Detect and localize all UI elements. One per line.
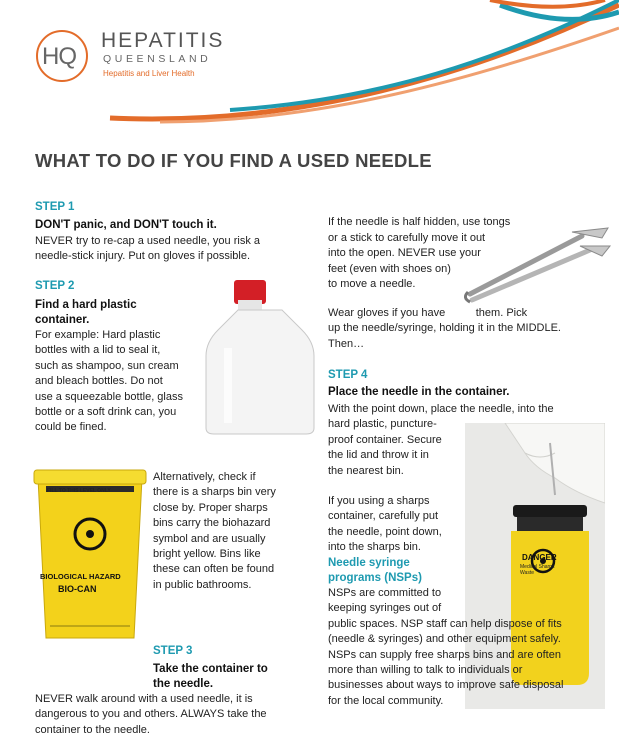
brand-name: HEPATITIS [101, 29, 225, 52]
sharps-container-line: the needle, point down, [328, 525, 442, 538]
tongs-image [462, 222, 612, 304]
gloves-text [328, 306, 561, 352]
step3-heading-line: the needle. [153, 678, 214, 690]
nsp-heading-line: Needle syringe [328, 557, 410, 569]
step1-heading: DON'T panic, and DON'T touch it. [35, 219, 217, 231]
header-swoosh [0, 0, 619, 140]
step3-heading [153, 662, 268, 692]
step4-line: With the point down, place the needle, into the [328, 403, 554, 415]
tongs-line: feet (even with shoes on) [328, 262, 451, 275]
nsp-line: (needle & syringes) and other equipment safely. [328, 633, 561, 646]
gloves-line: Then… [328, 337, 365, 350]
sharps-line: close by. Proper sharps [153, 501, 268, 514]
tongs-line: If the needle is half hidden, use tongs [328, 216, 511, 228]
step4-line: the nearest bin. [328, 464, 404, 477]
sharps-line: Alternatively, check if [153, 471, 256, 483]
step1-line: needle-stick injury. Put on gloves if possible. [35, 250, 251, 263]
step2-line: and bleach bottles. Do not [35, 375, 163, 388]
sharps-line: in public bathrooms. [153, 578, 252, 591]
step3-heading-line: Take the container to [153, 663, 268, 675]
brand-region: QUEENSLAND [103, 53, 212, 65]
step2-line: bottle or a soft drink can, you [35, 406, 177, 419]
step2-label: STEP 2 [35, 280, 75, 292]
nsp-text [328, 586, 563, 709]
step2-heading-line: Find a hard plastic [35, 299, 137, 311]
jar-label-waste: Medical Sharps Waste [520, 564, 555, 576]
step4-heading: Place the needle in the container. [328, 386, 510, 398]
nsp-line: NSPs are committed to [328, 587, 442, 599]
sharps-container-line: If you using a sharps [328, 495, 430, 507]
step4-label: STEP 4 [328, 369, 368, 381]
step4-line: proof container. Secure [328, 433, 442, 446]
plastic-bottle-image [198, 278, 322, 436]
nsp-line: businesses about ways to improve safe disposal [328, 679, 564, 692]
nsp-line: more than willing to talk to individuals or [328, 664, 523, 677]
nsp-heading-line: programs (NSPs) [328, 572, 422, 584]
nsp-line: keeping syringes out of [328, 602, 442, 615]
step2-line: could be fined. [35, 421, 107, 434]
step2-line: For example: Hard plastic [35, 329, 161, 341]
step1-label: STEP 1 [35, 201, 75, 213]
bin-label-hazard: BIOLOGICAL HAZARD [40, 572, 121, 581]
tongs-line: to move a needle. [328, 278, 416, 291]
logo-mark: HQ [42, 43, 76, 70]
step3-line: dangerous to you and others. ALWAYS take the [35, 708, 267, 721]
sharps-line: these can often be found [153, 563, 275, 576]
step3-line: NEVER walk around with a used needle, it is [35, 693, 253, 705]
step3-text [35, 692, 267, 738]
step1-line: NEVER try to re-cap a used needle, you risk a [35, 235, 260, 247]
step4-line: the lid and throw it in [328, 449, 429, 462]
sharps-line: bright yellow. Bins like [153, 548, 261, 561]
step2-heading-line: container. [35, 314, 90, 326]
gloves-line: up the needle/syringe, holding it in the MIDDLE. [328, 322, 561, 335]
nsp-line: public spaces. NSP staff can help dispose of fits [328, 617, 562, 630]
step4-line: hard plastic, puncture- [328, 418, 437, 431]
step2-line: use a squeezable bottle, glass [35, 390, 183, 403]
step2-line: such as shampoo, sun cream [35, 359, 179, 372]
nsp-line: for the local community. [328, 694, 444, 707]
step3-label: STEP 3 [153, 645, 193, 657]
tongs-line: or a stick to carefully move it out [328, 231, 486, 244]
step2-heading [35, 298, 137, 328]
sharps-container-text [328, 494, 442, 556]
sharps-container-line: into the sharps bin. [328, 541, 421, 554]
sharps-line: there is a sharps bin very [153, 486, 276, 499]
page-title: WHAT TO DO IF YOU FIND A USED NEEDLE [35, 150, 432, 171]
nsp-heading [328, 556, 422, 586]
sharps-line: bins carry the biohazard [153, 517, 271, 530]
step1-text [35, 234, 260, 265]
sharps-container-line: container, carefully put [328, 510, 439, 523]
bin-fill-label: FILL TO THIS LEVEL ONLY [47, 488, 111, 494]
bin-label-brand: BIO-CAN [58, 584, 97, 594]
jar-label-danger: DANGER [522, 553, 557, 562]
sharps-bin-text [153, 470, 276, 593]
step2-line: bottles with a lid to seal it, [35, 344, 161, 357]
nsp-line: NSPs can supply free sharps bins and are often [328, 648, 561, 661]
sharps-line: symbol and are usually [153, 532, 266, 545]
step2-text [35, 328, 183, 436]
tongs-line: into the open. NEVER use your [328, 247, 481, 260]
gloves-line: Wear gloves if you have them. Pick [328, 307, 528, 319]
step3-line: container to the needle. [35, 723, 150, 736]
brand-tagline: Hepatitis and Liver Health [103, 69, 195, 78]
